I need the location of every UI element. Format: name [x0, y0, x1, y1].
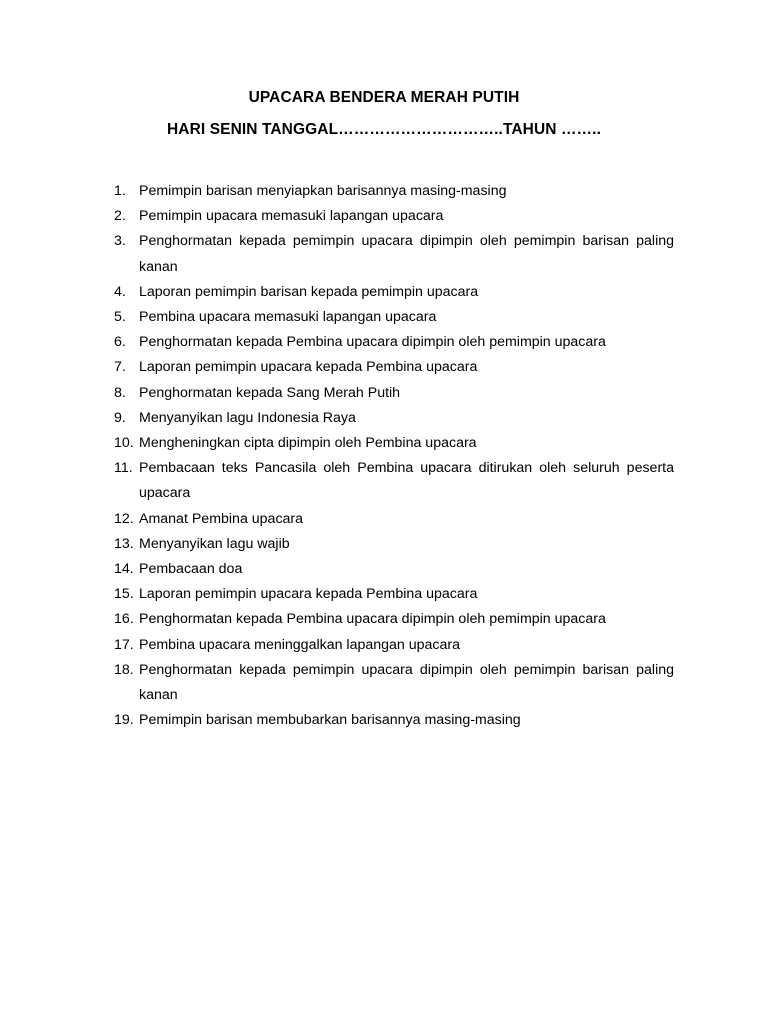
step-number: 13. — [114, 535, 134, 552]
step-text: Laporan pemimpin barisan kepada pemimpin upacara — [139, 283, 479, 300]
list-item — [114, 381, 674, 406]
step-text: Pembacaan doa — [139, 561, 243, 578]
step-number: 12. — [114, 510, 134, 527]
list-item — [114, 708, 674, 733]
document-title: UPACARA BENDERA MERAH PUTIH — [248, 89, 520, 106]
list-item — [114, 456, 674, 506]
step-text: Penghormatan kepada Sang Merah Putih — [139, 384, 401, 401]
step-text: Pemimpin barisan menyiapkan barisannya masing-masing — [139, 183, 507, 199]
list-item — [114, 355, 674, 380]
step-number: 5. — [114, 309, 126, 326]
step-number: 7. — [114, 359, 126, 376]
step-text: Mengheningkan cipta dipimpin oleh Pembina upacara — [139, 435, 477, 452]
step-number: 15. — [114, 586, 134, 603]
step-text: Penghormatan kepada Pembina upacara dipimpin oleh pemimpin upacara — [139, 611, 606, 628]
step-number: 11. — [114, 460, 133, 477]
step-text: Pembina upacara meninggalkan lapangan upacara — [139, 636, 461, 653]
list-item — [114, 204, 674, 229]
step-text: Laporan pemimpin upacara kepada Pembina upacara — [139, 586, 478, 603]
list-item — [114, 532, 674, 557]
list-item — [114, 179, 674, 204]
step-number: 17. — [114, 636, 134, 653]
step-text: Pemimpin upacara memasuki lapangan upacara — [139, 208, 444, 225]
list-item — [114, 330, 674, 355]
step-number: 3. — [114, 233, 126, 250]
list-item — [114, 229, 674, 279]
step-text: Laporan pemimpin upacara kepada Pembina upacara — [139, 359, 478, 376]
step-number: 9. — [114, 409, 126, 426]
list-item — [114, 557, 674, 582]
step-text: Penghormatan kepada Pembina upacara dipimpin oleh pemimpin upacara — [139, 334, 606, 351]
step-text: Penghormatan kepada pemimpin upacara dipimpin oleh pemimpin barisan paling kanan — [139, 233, 674, 275]
list-item — [114, 507, 674, 532]
step-number: 18. — [114, 661, 134, 678]
step-number: 1. — [114, 183, 126, 199]
step-text: Pemimpin barisan membubarkan barisannya masing-masing — [139, 712, 521, 729]
step-text: Menyanyikan lagu Indonesia Raya — [139, 409, 356, 426]
list-item — [114, 280, 674, 305]
list-item — [114, 406, 674, 431]
list-item — [114, 582, 674, 607]
step-text: Penghormatan kepada pemimpin upacara dipimpin oleh pemimpin barisan paling kanan — [139, 661, 674, 704]
ceremony-steps-list — [114, 179, 674, 733]
list-item — [114, 305, 674, 330]
step-number: 6. — [114, 334, 126, 351]
list-item — [114, 431, 674, 456]
step-number: 2. — [114, 208, 126, 225]
list-item — [114, 658, 674, 708]
step-text: Menyanyikan lagu wajib — [139, 535, 290, 552]
step-text: Amanat Pembina upacara — [139, 510, 304, 527]
list-item — [114, 607, 674, 632]
list-item — [114, 633, 674, 658]
step-number: 10. — [114, 435, 134, 452]
step-number: 19. — [114, 712, 134, 729]
step-number: 14. — [114, 561, 134, 578]
step-text: Pembacaan teks Pancasila oleh Pembina upacara ditirukan oleh seluruh peserta upacara — [139, 460, 674, 502]
step-number: 8. — [114, 384, 126, 401]
step-text: Pembina upacara memasuki lapangan upacara — [139, 309, 437, 326]
step-number: 16. — [114, 611, 134, 628]
step-number: 4. — [114, 283, 126, 300]
document-subtitle: HARI SENIN TANGGAL…………………………..TAHUN …….. — [167, 121, 601, 138]
